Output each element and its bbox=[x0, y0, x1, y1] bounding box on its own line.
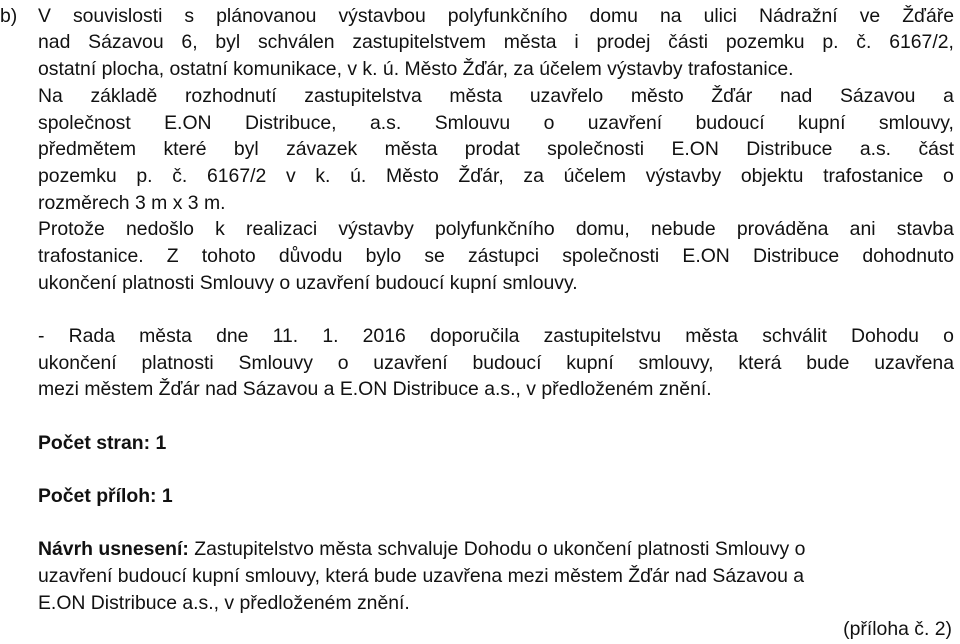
paragraph-line bbox=[38, 3, 954, 29]
word: výstavby bbox=[338, 218, 414, 241]
word: za bbox=[523, 164, 544, 187]
word: základě bbox=[90, 84, 158, 107]
word: 1. bbox=[322, 324, 339, 347]
word: Nádražní bbox=[759, 4, 838, 27]
word: Protože bbox=[38, 218, 105, 241]
word: 6167/2 bbox=[206, 164, 267, 187]
word: E.ON bbox=[671, 138, 719, 161]
word: Žďár, bbox=[458, 164, 504, 187]
word: schválit bbox=[762, 324, 827, 347]
word: č. bbox=[172, 164, 188, 187]
word: společnosti bbox=[562, 244, 660, 267]
page-count-label: Počet stran: bbox=[38, 431, 151, 454]
word: Z bbox=[166, 244, 179, 267]
word: Sázavou bbox=[88, 31, 164, 54]
paragraph-line bbox=[38, 350, 954, 376]
word: uzavřena bbox=[874, 351, 954, 374]
word: nedošlo bbox=[126, 218, 194, 241]
resolution-line: uzavření budoucí kupní smlouvy, která bude uzavřena mezi městem Žďár nad Sázavou a bbox=[38, 565, 805, 587]
word: Žďáře bbox=[902, 4, 954, 27]
word: o bbox=[543, 111, 555, 134]
word: společnosti bbox=[547, 138, 645, 161]
paragraph-line bbox=[38, 163, 954, 189]
word: byl bbox=[215, 31, 241, 54]
word: o bbox=[337, 351, 349, 374]
word: bude bbox=[806, 351, 850, 374]
word: dohodnuto bbox=[862, 244, 954, 267]
word: zástupci bbox=[467, 244, 540, 267]
word: Město bbox=[385, 164, 439, 187]
word: uzavřelo bbox=[529, 84, 604, 107]
word: kupní bbox=[798, 111, 846, 134]
word: Distribuce bbox=[746, 138, 833, 161]
word: ukončení bbox=[38, 351, 117, 374]
attachment-count-value: 1 bbox=[161, 485, 173, 507]
word: č. bbox=[856, 31, 872, 54]
word: prodat bbox=[464, 138, 520, 161]
word: zastupitelstva bbox=[304, 84, 422, 107]
word: polyfunkčního bbox=[434, 218, 555, 241]
word: rozhodnutí bbox=[184, 84, 277, 107]
word: účelem bbox=[563, 164, 627, 187]
word: stavba bbox=[896, 218, 954, 241]
word: ve bbox=[859, 4, 881, 27]
word: polyfunkčního bbox=[447, 4, 568, 27]
word: V bbox=[38, 4, 51, 27]
word: budoucí bbox=[472, 351, 542, 374]
word: kupní bbox=[566, 351, 614, 374]
word: Dohodu bbox=[851, 324, 919, 347]
word: souvislosti bbox=[72, 4, 163, 27]
word: ú. bbox=[350, 164, 367, 187]
page-count-value: 1 bbox=[155, 431, 167, 454]
paragraph-line bbox=[38, 83, 954, 109]
word: město bbox=[630, 84, 684, 107]
word: zastupitelstvem bbox=[352, 31, 486, 54]
word: na bbox=[659, 4, 682, 27]
word: které bbox=[163, 138, 207, 161]
word: pozemku bbox=[725, 31, 805, 54]
word: ulici bbox=[703, 4, 737, 27]
word: smlouvy, bbox=[638, 351, 714, 374]
word: uzavření bbox=[373, 351, 448, 374]
paragraph-line bbox=[38, 136, 954, 162]
word: důvodu bbox=[278, 244, 343, 267]
word: Smlouvu bbox=[434, 111, 511, 134]
word: p. bbox=[822, 31, 839, 54]
word: i bbox=[574, 31, 579, 54]
word: 6167/2, bbox=[889, 31, 954, 54]
word: o bbox=[943, 324, 954, 347]
word: smlouvy, bbox=[878, 111, 954, 134]
word: domu bbox=[589, 4, 638, 27]
word: závazek bbox=[286, 138, 358, 161]
word: 6, bbox=[181, 31, 198, 54]
word: doporučila bbox=[429, 324, 520, 347]
word: Smlouvy bbox=[238, 351, 313, 374]
word: a.s. bbox=[859, 138, 892, 161]
paragraph-line bbox=[38, 110, 954, 136]
word: předmětem bbox=[38, 138, 137, 161]
word: byl bbox=[233, 138, 259, 161]
paragraph-line: rozměrech 3 m x 3 m. bbox=[38, 191, 226, 214]
word: uzavření bbox=[587, 111, 663, 134]
word: města bbox=[384, 138, 438, 161]
word: E.ON bbox=[164, 111, 212, 134]
paragraph-line: mezi městem Žďár nad Sázavou a E.ON Distribuce a.s., v předloženém znění. bbox=[38, 378, 712, 401]
word: výstavbou bbox=[338, 4, 426, 27]
word: pozemku bbox=[38, 164, 117, 187]
attachment-count-label: Počet příloh: bbox=[38, 485, 157, 507]
word: 2016 bbox=[362, 324, 406, 347]
word: Distribuce, bbox=[244, 111, 337, 134]
page-count bbox=[38, 430, 166, 456]
word: výstavby bbox=[645, 164, 722, 187]
word: dne bbox=[216, 324, 249, 347]
paragraph-line: ostatní plocha, ostatní komunikace, v k. ú. Město Žďár, za účelem výstavby trafostanice. bbox=[38, 58, 794, 81]
word: o bbox=[943, 164, 954, 187]
word: Žďár bbox=[711, 84, 753, 107]
word: trafostanice. bbox=[38, 244, 144, 267]
attachment-note: (příloha č. 2) bbox=[843, 618, 952, 641]
word: k bbox=[215, 218, 225, 241]
word: nad bbox=[779, 84, 813, 107]
resolution-label: Návrh usnesení: bbox=[38, 538, 189, 561]
word: prodej bbox=[596, 31, 651, 54]
paragraph-line bbox=[38, 29, 954, 55]
word: města bbox=[503, 31, 557, 54]
word: p. bbox=[136, 164, 153, 187]
resolution-line: E.ON Distribuce a.s., v předloženém znění. bbox=[38, 591, 410, 614]
word: zastupitelstvu bbox=[543, 324, 662, 347]
word: města bbox=[449, 84, 503, 107]
word: Na bbox=[38, 84, 63, 107]
paragraph-line bbox=[38, 243, 954, 269]
attachment-count bbox=[38, 483, 173, 509]
word: se bbox=[424, 244, 445, 267]
paragraph-line: ukončení platnosti Smlouvy o uzavření budoucí kupní smlouvy. bbox=[38, 271, 578, 294]
word: nebude bbox=[650, 218, 716, 241]
word: v bbox=[285, 164, 296, 187]
word: která bbox=[738, 351, 782, 374]
word: ani bbox=[849, 218, 876, 241]
section-marker: b) bbox=[0, 4, 18, 27]
word: města bbox=[139, 324, 192, 347]
word: budoucí bbox=[695, 111, 765, 134]
word: nad bbox=[38, 31, 71, 54]
word: a bbox=[943, 84, 954, 107]
word: realizaci bbox=[246, 218, 318, 241]
word: společnost bbox=[38, 111, 131, 134]
word: plánovanou bbox=[216, 4, 317, 27]
word: 11. bbox=[272, 324, 299, 347]
word: tohoto bbox=[201, 244, 256, 267]
paragraph-line bbox=[38, 216, 954, 242]
word: platnosti bbox=[141, 351, 214, 374]
word: Sázavou bbox=[839, 84, 916, 107]
word: - bbox=[38, 324, 45, 347]
word: části bbox=[668, 31, 709, 54]
word: k. bbox=[315, 164, 331, 187]
word: Distribuce bbox=[752, 244, 840, 267]
resolution-line bbox=[38, 536, 805, 562]
resolution-text: Zastupitelstvo města schvaluje Dohodu o ukončení platnosti Smlouvy o bbox=[188, 538, 806, 561]
word: část bbox=[918, 138, 954, 161]
word: schválen bbox=[257, 31, 335, 54]
word: města bbox=[685, 324, 739, 347]
word: a.s. bbox=[370, 111, 402, 134]
word: Rada bbox=[68, 324, 115, 347]
word: E.ON bbox=[682, 244, 730, 267]
word: trafostanice bbox=[823, 164, 924, 187]
word: prováděna bbox=[736, 218, 829, 241]
word: domu, bbox=[575, 218, 630, 241]
word: objektu bbox=[740, 164, 804, 187]
word: s bbox=[184, 4, 195, 27]
word: bylo bbox=[365, 244, 402, 267]
paragraph-line bbox=[38, 323, 954, 349]
